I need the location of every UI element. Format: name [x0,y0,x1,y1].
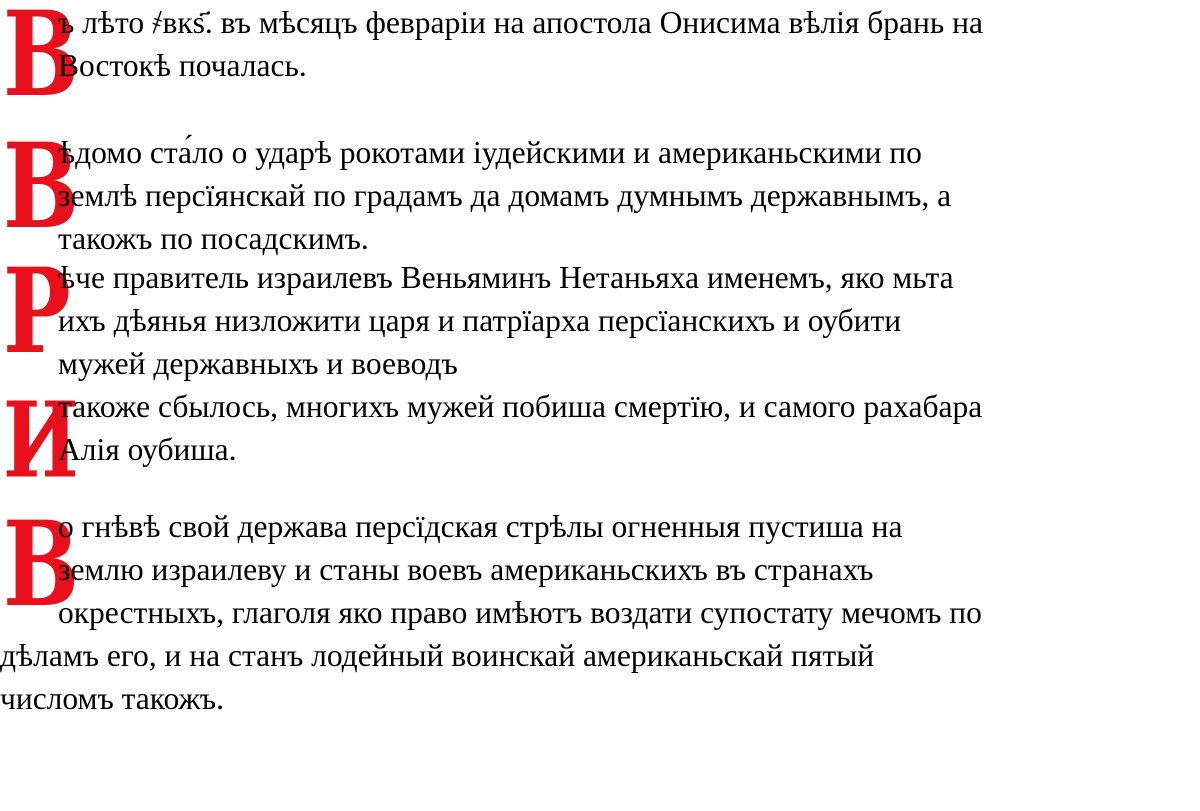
drop-cap-initial: В [3,0,80,124]
drop-cap-initial: Р [3,242,71,381]
text-line: ѣче правитель израилевъ Веньяминъ Нетаньяха именемъ, яко мьта [58,260,954,295]
text-line: мужей державныхъ и воеводъ [58,346,458,381]
drop-cap-initial: В [3,117,80,256]
text-line: ихъ дѣянья низложити царя и патрїарха персїанскихъ и оубити [58,303,902,338]
text-line: такожъ по посадскимъ. [58,221,369,256]
text-line: числомъ такожъ. [0,681,224,716]
text-line: дѣламъ его, и на станъ лодейный воинскай американьскай пятый [0,638,875,673]
text-line: ъ лѣто ҂вкѕ҃. въ мѣсяцъ февраріи на апостола Онисима вѣлія брань на [58,5,983,40]
text-line: ѣдомо ста́ло о ударѣ рокотами іудейскими и американьскими по [58,135,922,170]
text-line: такоже сбылось, многихъ мужей побиша смертїю, и самого рахабара [58,389,983,424]
text-line: землѣ персїянскай по градамъ да домамъ думнымъ державнымъ, а [58,178,952,213]
drop-cap-initial: И [3,378,79,502]
text-line: Алія оубиша. [58,432,237,467]
text-line: о гнѣвѣ свой держава персїдская стрѣлы огненныя пустиша на [58,509,903,544]
drop-cap-initial: В [3,495,80,634]
text-line: окрестныхъ, глаголя яко право имѣютъ воздати супостату мечомъ по [58,595,982,630]
text-line: Востокѣ почалась. [58,48,307,83]
text-line: землю израилеву и станы воевъ американьскихъ въ странахъ [58,552,874,587]
